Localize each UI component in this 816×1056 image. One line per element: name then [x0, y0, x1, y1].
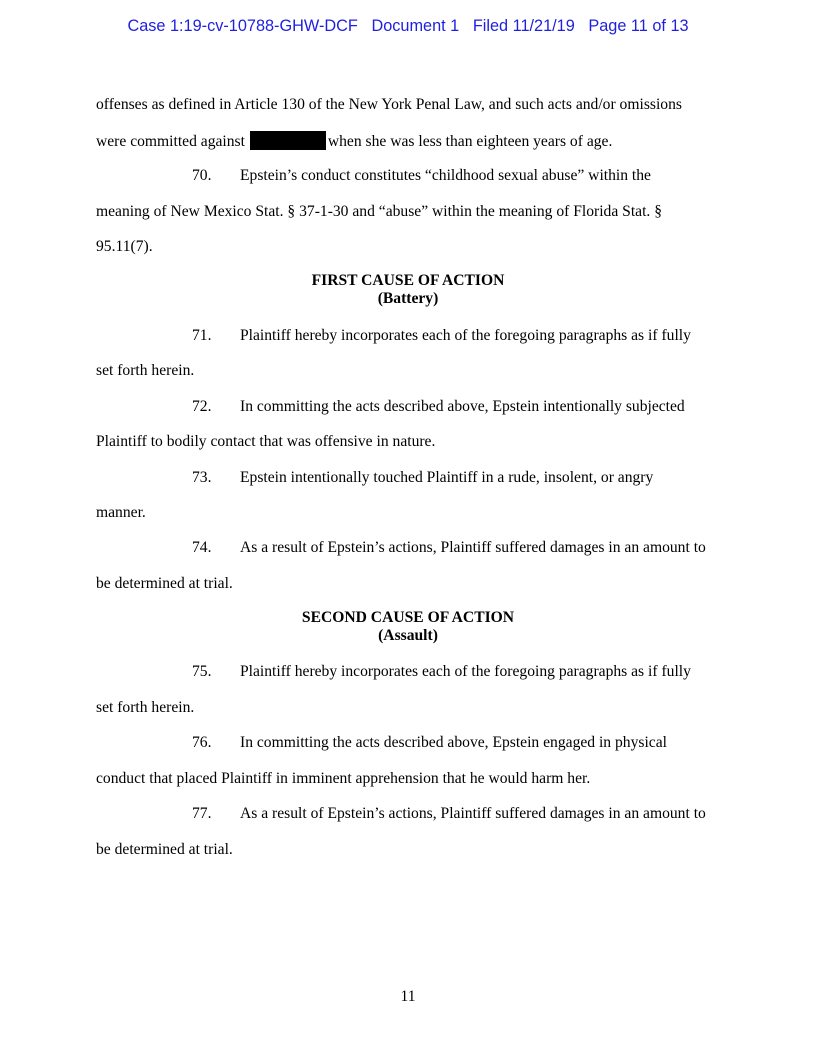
paragraph-72-number: 72. — [192, 398, 212, 415]
paragraph-74-line-1: As a result of Epstein’s actions, Plaintiff suffered damages in an amount to — [240, 539, 706, 556]
continuation-line-2 — [96, 131, 612, 152]
paragraph-77-line-1: As a result of Epstein’s actions, Plaintiff suffered damages in an amount to — [240, 805, 706, 822]
paragraph-72-line-2: Plaintiff to bodily contact that was offensive in nature. — [96, 433, 436, 450]
case-header — [0, 17, 816, 36]
paragraph-72-line-1: In committing the acts described above, Epstein intentionally subjected — [240, 398, 685, 415]
first-cause-subtitle: (Battery) — [377, 290, 439, 307]
paragraph-71-line-1: Plaintiff hereby incorporates each of the foregoing paragraphs as if fully — [240, 327, 691, 344]
continuation-line-1: offenses as defined in Article 130 of the New York Penal Law, and such acts and/or omissions — [96, 96, 682, 113]
continuation-line-2-before: were committed against — [96, 133, 245, 150]
paragraph-77-number: 77. — [192, 805, 212, 822]
paragraph-73-line-1: Epstein intentionally touched Plaintiff in a rude, insolent, or angry — [240, 469, 654, 486]
case-number: Case 1:19-cv-10788-GHW-DCF — [127, 17, 358, 35]
page-indicator: Page 11 of 13 — [588, 17, 689, 35]
paragraph-70-number: 70. — [192, 167, 212, 184]
document-number: Document 1 — [371, 17, 460, 35]
filed-date: Filed 11/21/19 — [472, 17, 575, 35]
paragraph-74-number: 74. — [192, 539, 212, 556]
redaction-block — [250, 131, 326, 150]
paragraph-71-line-2: set forth herein. — [96, 362, 195, 379]
paragraph-75-line-1: Plaintiff hereby incorporates each of the foregoing paragraphs as if fully — [240, 663, 691, 680]
paragraph-73-number: 73. — [192, 469, 212, 486]
paragraph-76-line-1: In committing the acts described above, Epstein engaged in physical — [240, 734, 667, 751]
paragraph-76-line-2: conduct that placed Plaintiff in imminent apprehension that he would harm her. — [96, 770, 591, 787]
second-cause-subtitle: (Assault) — [378, 627, 438, 644]
paragraph-74-line-2: be determined at trial. — [96, 575, 233, 592]
paragraph-70-line-2: meaning of New Mexico Stat. § 37-1-30 and “abuse” within the meaning of Florida Stat. § — [96, 203, 663, 220]
paragraph-75-number: 75. — [192, 663, 212, 680]
paragraph-73-line-2: manner. — [96, 504, 146, 521]
second-cause-title: SECOND CAUSE OF ACTION — [301, 609, 515, 626]
paragraph-75-line-2: set forth herein. — [96, 699, 195, 716]
paragraph-76-number: 76. — [192, 734, 212, 751]
first-cause-title: FIRST CAUSE OF ACTION — [311, 272, 505, 289]
paragraph-70-line-3: 95.11(7). — [96, 238, 153, 255]
continuation-line-2-after: when she was less than eighteen years of age. — [327, 133, 613, 150]
page-number: 11 — [400, 988, 416, 1005]
paragraph-70-line-1: Epstein’s conduct constitutes “childhood sexual abuse” within the — [240, 167, 651, 184]
paragraph-77-line-2: be determined at trial. — [96, 841, 233, 858]
paragraph-71-number: 71. — [192, 327, 212, 344]
